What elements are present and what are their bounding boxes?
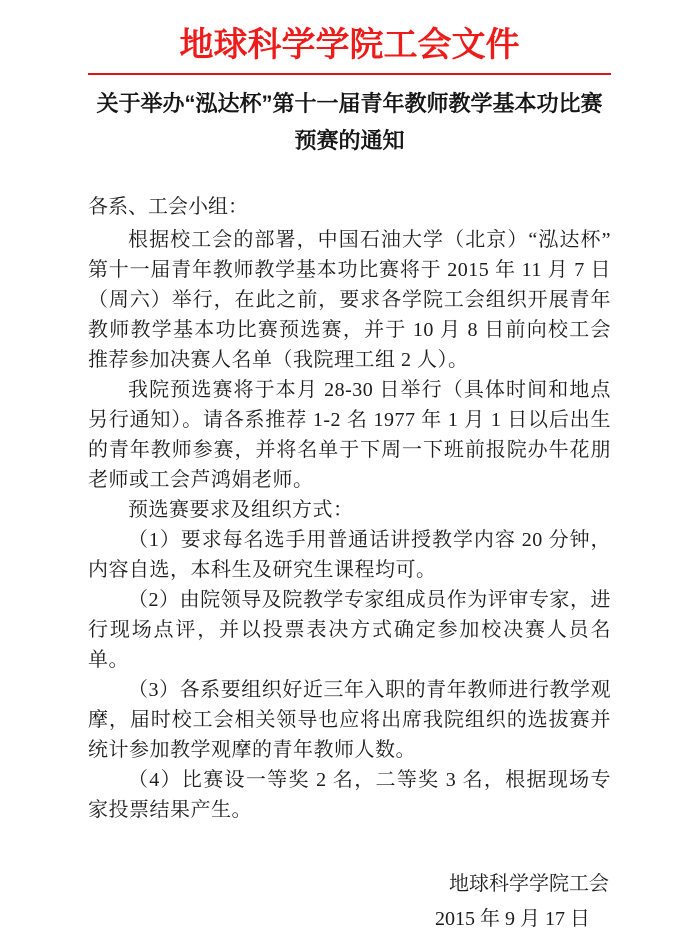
document-body	[88, 192, 611, 825]
signature-date: 2015 年 9 月 17 日	[435, 908, 590, 930]
union-document-header: 地球科学学院工会文件	[179, 27, 520, 64]
paragraph-rule-3: （3）各系要组织好近三年入职的青年教师进行教学观摩，届时校工会相关领导也应将出席我院组织的选拔赛并统计参加教学观摩的青年教师人数。	[88, 679, 611, 761]
paragraph-rule-1: （1）要求每名选手用普通话讲授教学内容 20 分钟，内容自选，本科生及研究生课程均可。	[88, 529, 611, 581]
salutation: 各系、工会小组：	[88, 196, 248, 218]
document-title-line2: 预赛的通知	[294, 128, 405, 153]
paragraph-intro: 根据校工会的部署，中国石油大学（北京）“泓达杯” 第十一届青年教师教学基本功比赛将于 2015 年 11 月 7 日（周六）举行，在此之前，要求各学院工会组织开展青年教师教学基本功比赛预选赛，并于 10 月 8 日前向校工会推荐参加决赛人名单（我院理工组 2 人）。	[88, 229, 611, 371]
signature-organization: 地球科学学院工会	[449, 873, 609, 895]
signature-block	[88, 867, 611, 937]
paragraph-rule-4: （4）比赛设一等奖 2 名，二等奖 3 名，根据现场专家投票结果产生。	[88, 769, 611, 821]
red-rule-divider	[88, 73, 611, 75]
document-title-line1: 关于举办“泓达杯”第十一届青年教师教学基本功比赛	[96, 91, 603, 116]
paragraph-rule-2: （2）由院领导及院教学专家组成员作为评审专家，进行现场点评，并以投票表决方式确定参加校决赛人员名单。	[88, 589, 611, 671]
document-title	[88, 85, 611, 159]
paragraph-schedule: 我院预选赛将于本月 28-30 日举行（具体时间和地点另行通知）。请各系推荐 1-2 名 1977 年 1 月 1 日以后出生的青年教师参赛，并将名单于下周一下班前报院办牛花朋老师或工会芦鸿娟老师。	[88, 379, 611, 491]
paragraph-requirements-heading: 预选赛要求及组织方式：	[128, 499, 354, 521]
